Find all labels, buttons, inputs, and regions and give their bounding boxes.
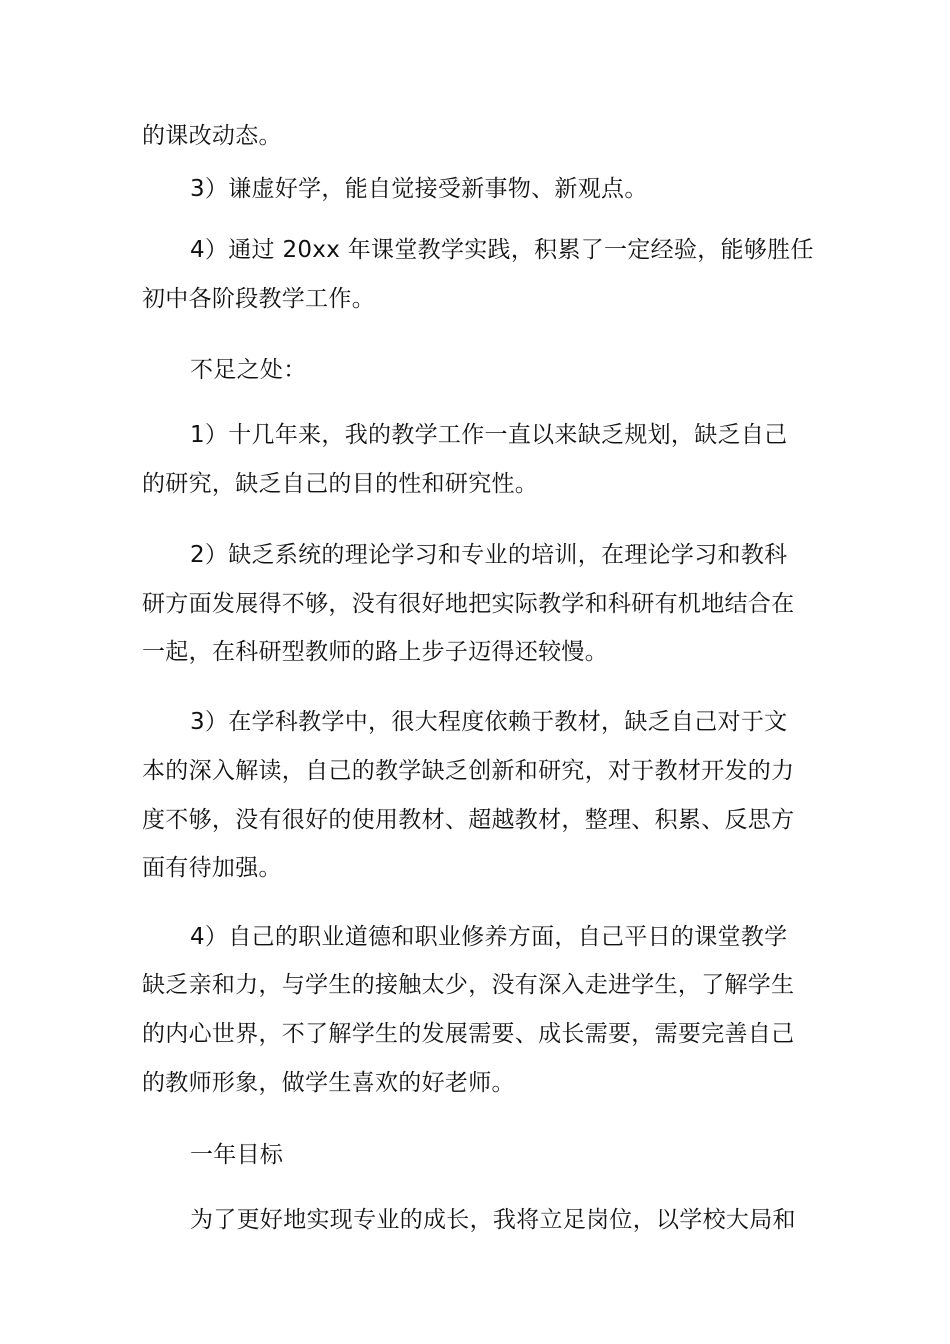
- text-line: 为了更好地实现专业的成长，我将立足岗位，以学校大局和: [190, 1207, 796, 1233]
- text-line: 度不够，没有很好的使用教材、超越教材，整理、积累、反思方: [142, 807, 795, 833]
- text-line: 2）缺乏系统的理论学习和专业的培训，在理论学习和教科: [190, 542, 788, 568]
- text-line: 1）十几年来，我的教学工作一直以来缺乏规划，缺乏自己: [190, 422, 788, 448]
- text-line: 的课改动态。: [142, 123, 282, 149]
- text-line: 的研究，缺乏自己的目的性和研究性。: [142, 471, 539, 497]
- text-line: 3）在学科教学中，很大程度依赖于教材，缺乏自己对于文: [190, 709, 788, 735]
- text-line: 的内心世界，不了解学生的发展需要、成长需要，需要完善自己: [142, 1021, 795, 1047]
- text-line: 研方面发展得不够，没有很好地把实际教学和科研有机地结合在: [142, 591, 795, 617]
- text-line: 4）通过 20xx 年课堂教学实践，积累了一定经验，能够胜任: [190, 237, 814, 263]
- text-line: 面有待加强。: [142, 855, 282, 881]
- text-line: 初中各阶段教学工作。: [142, 286, 375, 312]
- section-heading: 一年目标: [190, 1142, 284, 1168]
- text-line: 的教师形象，做学生喜欢的好老师。: [142, 1070, 515, 1096]
- text-line: 一起，在科研型教师的路上步子迈得还较慢。: [142, 639, 608, 665]
- section-heading: 不足之处：: [190, 357, 307, 383]
- text-line: 3）谦虚好学，能自觉接受新事物、新观点。: [190, 176, 648, 202]
- text-line: 4）自己的职业道德和职业修养方面，自己平日的课堂教学: [190, 924, 788, 950]
- text-line: 本的深入解读，自己的教学缺乏创新和研究，对于教材开发的力: [142, 758, 795, 784]
- text-line: 缺乏亲和力，与学生的接触太少，没有深入走进学生，了解学生: [142, 972, 795, 998]
